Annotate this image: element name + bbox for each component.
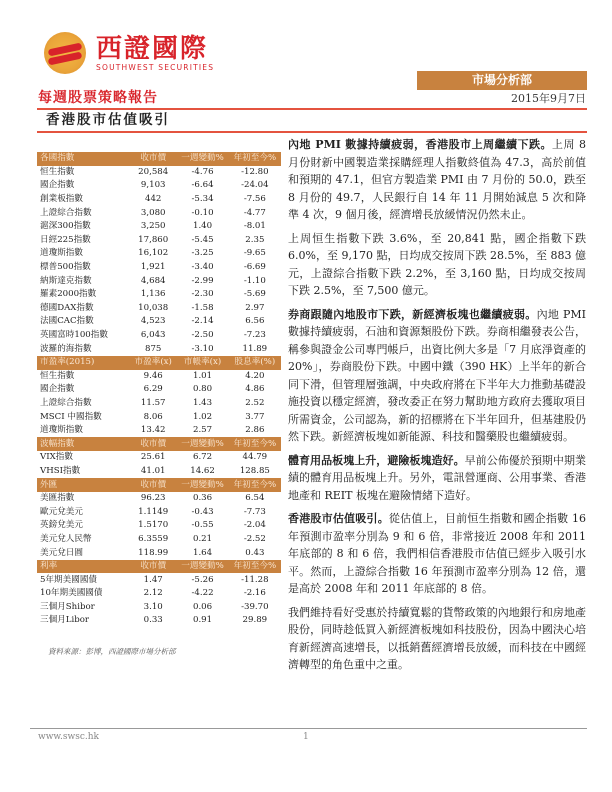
- table-cell: -7.23: [243, 330, 266, 341]
- column-header: 外匯: [37, 478, 130, 492]
- table-cell: 滬深300指數: [40, 221, 91, 232]
- column-header: 市盈率(2015): [37, 356, 130, 370]
- table-cell: -5.45: [191, 234, 214, 245]
- paragraph-text: 上周 8 月份財新中國製造業採購經理人指數終值為 47.3，高於前值和預期的 47.1，但官方製造業 PMI 由 7 月份的 50.0，跌至 8 月份的 49.7，人民銀行自 14 年 11 月開始減息 5 次和降準 4 次，9 個月後，經濟增長放緩情況仍然未止。: [288, 138, 586, 221]
- table-cell: -12.80: [241, 166, 269, 177]
- table-cell: 9,103: [140, 180, 166, 191]
- table-cell: -5.34: [191, 194, 214, 205]
- table-cell: 2.12: [143, 588, 163, 599]
- table-cell: 3.77: [245, 411, 265, 422]
- table-row: [37, 166, 281, 180]
- table-cell: 118.99: [138, 547, 169, 558]
- page-footer: [30, 728, 587, 748]
- table-cell: -39.70: [241, 601, 269, 612]
- paragraph-text: 我們維持看好受惠於持續寬鬆的貨幣政策的內地銀行和房地產股份，同時趁低買入新經濟板塊如科技股份，因為中國決心培育新經濟高速增長，以抵銷舊經濟增長放緩，而科技在中國經濟轉型的角色重中之重。: [288, 605, 586, 671]
- table-cell: -4.77: [243, 207, 266, 218]
- table-row: [37, 288, 281, 302]
- market-data-table: [37, 152, 281, 628]
- paragraph: [288, 136, 586, 224]
- table-cell: 上證綜合指數: [40, 397, 92, 408]
- table-cell: 納斯達克指數: [40, 275, 92, 286]
- table-cell: -11.28: [241, 574, 269, 585]
- table-cell: 2.97: [245, 302, 265, 313]
- table-cell: 41.01: [140, 465, 166, 476]
- table-cell: 恒生指數: [40, 370, 75, 381]
- table-cell: 1.02: [192, 411, 213, 422]
- paragraph: [288, 510, 586, 598]
- table-row: [37, 179, 281, 193]
- table-row: [37, 261, 281, 275]
- table-row: [37, 370, 281, 384]
- table-cell: 0.21: [192, 533, 213, 544]
- table-row: [37, 465, 281, 479]
- column-header: 年初至今%: [229, 478, 281, 492]
- table-cell: 國企指數: [40, 180, 75, 191]
- column-header: 一週變動%: [176, 478, 228, 492]
- table-row: [37, 492, 281, 506]
- table-row: [37, 329, 281, 343]
- table-cell: MSCI 中國指數: [40, 411, 102, 422]
- table-cell: 4.86: [245, 384, 265, 395]
- table-cell: 6.29: [143, 384, 163, 395]
- table-row: [37, 546, 281, 560]
- table-cell: -2.16: [243, 588, 266, 599]
- table-cell: 法國CAC指數: [40, 316, 94, 327]
- table-cell: -2.99: [191, 275, 214, 286]
- column-header: 市帳率(x): [176, 356, 228, 370]
- table-row: [37, 451, 281, 465]
- table-cell: 2.35: [245, 234, 265, 245]
- table-cell: 13.42: [140, 425, 166, 436]
- table-cell: 96.23: [140, 493, 166, 504]
- table-cell: 1,921: [140, 262, 166, 273]
- page-title: 香港股市估值吸引: [46, 112, 170, 128]
- table-cell: 上證綜合指數: [40, 207, 92, 218]
- paragraph-text: 內地 PMI 數據持續疲弱，石油和資源類股份下跌。券商相繼發表公告，稱參與證金公司專門帳戶，出資比例大多是「7 月底淨資產的 20%」，券商股份下跌。中國中鐵（390 HK）上半年的新合同下滑，但管理層強調，中央政府將在下半年大力推動基礎設施投資以穩定經濟，發改委正在努力幫助地方政府去獲取項目所需資金，公司認為，新的招標將在下半年回升，但基建股仍然下跌。新經濟板塊如新能源、科技和醫藥股也繼續疲弱。: [288, 307, 586, 443]
- paragraph-lead: 內地 PMI 數據持續疲弱，香港股市上周繼續下跌。: [288, 138, 553, 151]
- table-row: [37, 342, 281, 356]
- table-row: [37, 614, 281, 628]
- table-cell: 25.61: [140, 452, 166, 463]
- table-row: [37, 234, 281, 248]
- table-cell: -6.64: [191, 180, 214, 191]
- table-cell: -7.56: [243, 194, 266, 205]
- table-cell: 10年期美國國債: [40, 588, 103, 599]
- table-cell: 3,080: [140, 207, 166, 218]
- table-cell: 29.89: [242, 615, 268, 626]
- column-header: 收市價: [130, 560, 176, 574]
- table-cell: -7.73: [243, 506, 266, 517]
- table-cell: 道瓊斯指數: [40, 425, 83, 436]
- table-cell: 11.57: [140, 397, 166, 408]
- table-row: [37, 519, 281, 533]
- table-cell: -2.30: [191, 289, 214, 300]
- paragraph-text: 上周恒生指數下跌 3.6%，至 20,841 點，國企指數下跌 6.0%，至 9,170 點，日均成交按周下跌 28.5%，至 883 億元，上證綜合指數下跌 2.2%，至 3,160 點，日均成交按周下跌 2.5%，至 7,500 億元。: [288, 231, 586, 297]
- table-cell: 日經225指數: [40, 234, 91, 245]
- table-cell: 0.36: [192, 493, 213, 504]
- commentary: [288, 136, 586, 680]
- paragraph-lead: 香港股市估值吸引。: [288, 512, 389, 525]
- table-cell: 442: [145, 194, 162, 205]
- table-cell: 美元兌日圓: [40, 547, 83, 558]
- table-cell: 1.43: [192, 397, 213, 408]
- department-banner: 市場分析部: [417, 71, 587, 90]
- table-cell: 歐元兌美元: [40, 506, 83, 517]
- table-row: [37, 315, 281, 329]
- table-cell: 1.5170: [138, 520, 169, 531]
- logo-chinese-name: 西證國際: [96, 33, 209, 64]
- table-cell: 17,860: [138, 234, 169, 245]
- table-row: [37, 206, 281, 220]
- table-row: [37, 193, 281, 207]
- column-header: 一週變動%: [176, 560, 228, 574]
- table-source: 資料來源：彭博，西證國際市場分析部: [48, 647, 176, 656]
- column-header: 收市價: [130, 152, 176, 166]
- table-cell: 1,136: [140, 289, 166, 300]
- page-number: 1: [303, 732, 309, 742]
- report-date: 2015年9月7日: [511, 92, 586, 105]
- paragraph-text: 從估值上，目前恒生指數和國企指數 16 年預測市盈率分別為 9 和 6 倍，非常接近 2008 年和 2011 年底部的 8 和 6 倍，我們相信香港股市估值已經步入吸引水平。然而，上證綜合指數 16 年預測市盈率分別為 12 倍，還是高於 2008 年和 2011 年底部的 8 倍。: [288, 512, 586, 595]
- table-cell: -24.04: [241, 180, 269, 191]
- table-cell: 恒生指數: [40, 166, 75, 177]
- table-cell: 128.85: [239, 465, 270, 476]
- table-row: [37, 587, 281, 601]
- column-header: 利率: [37, 560, 130, 574]
- table-cell: 44.79: [242, 452, 268, 463]
- table-cell: 4.20: [245, 370, 265, 381]
- column-header: 一週變動%: [176, 152, 228, 166]
- table-cell: -9.65: [243, 248, 266, 259]
- column-header: 年初至今%: [229, 437, 281, 451]
- table-row: [37, 505, 281, 519]
- table-cell: 三個月Shibor: [40, 601, 95, 612]
- header-divider: [37, 108, 587, 110]
- table-cell: 標普500指數: [40, 262, 91, 273]
- table-row: [37, 397, 281, 411]
- table-cell: 8.06: [143, 411, 163, 422]
- paragraph-text: 早前公佈優於預期中期業績的體育用品板塊上升。另外，電訊營運商、公用事業、香港地產和 REIT 板塊在避險情緒下造好。: [288, 453, 587, 502]
- table-row: [37, 302, 281, 316]
- table-cell: 2.52: [245, 397, 265, 408]
- table-cell: -2.04: [243, 520, 266, 531]
- table-row: [37, 383, 281, 397]
- column-header: 股息率(%): [229, 356, 281, 370]
- column-header: 收市價: [130, 478, 176, 492]
- table-cell: 0.33: [143, 615, 163, 626]
- table-section-header: [37, 152, 281, 166]
- table-row: [37, 220, 281, 234]
- table-cell: 3.10: [143, 601, 163, 612]
- table-cell: 6,043: [140, 330, 166, 341]
- table-cell: 6.54: [245, 493, 265, 504]
- table-cell: 國企指數: [40, 384, 75, 395]
- table-cell: 1.40: [192, 221, 213, 232]
- table-cell: -3.25: [191, 248, 214, 259]
- logo-mark-icon: [44, 32, 86, 74]
- table-cell: 4,684: [140, 275, 166, 286]
- table-cell: -3.10: [191, 343, 214, 354]
- column-header: 一週變動%: [176, 437, 228, 451]
- table-cell: 波羅的海指數: [40, 343, 92, 354]
- table-row: [37, 410, 281, 424]
- table-cell: -1.10: [243, 275, 266, 286]
- table-cell: -0.10: [191, 207, 214, 218]
- table-cell: 5年期美國國債: [40, 574, 98, 585]
- table-cell: -2.14: [191, 316, 214, 327]
- paragraph: [288, 306, 586, 446]
- table-cell: -0.55: [191, 520, 214, 531]
- table-cell: -2.52: [243, 533, 266, 544]
- table-cell: 創業板指數: [40, 194, 83, 205]
- table-cell: 875: [145, 343, 162, 354]
- column-header: 年初至今%: [229, 152, 281, 166]
- table-cell: 6.3559: [138, 533, 169, 544]
- table-cell: -4.22: [191, 588, 214, 599]
- table-cell: 10,038: [138, 302, 169, 313]
- table-row: [37, 424, 281, 438]
- table-cell: 2.86: [245, 425, 265, 436]
- table-cell: -0.43: [191, 506, 214, 517]
- table-cell: 11.89: [242, 343, 268, 354]
- table-cell: 德國DAX指數: [40, 302, 94, 313]
- table-row: [37, 573, 281, 587]
- logo-english-name: SOUTHWEST SECURITIES: [96, 62, 215, 72]
- paragraph: [288, 604, 586, 674]
- table-cell: 0.43: [245, 547, 265, 558]
- table-cell: 0.06: [192, 601, 213, 612]
- table-cell: 2.57: [192, 425, 213, 436]
- table-cell: 6.72: [192, 452, 213, 463]
- table-cell: -4.76: [191, 166, 214, 177]
- table-cell: VHSI指數: [40, 465, 81, 476]
- column-header: 波幅指數: [37, 437, 130, 451]
- table-cell: 英國富時100指數: [40, 330, 108, 341]
- table-cell: 道瓊斯指數: [40, 248, 83, 259]
- column-header: 年初至今%: [229, 560, 281, 574]
- table-cell: 1.1149: [138, 506, 169, 517]
- table-cell: -2.50: [191, 330, 214, 341]
- footer-website: www.swsc.hk: [38, 732, 99, 742]
- table-row: [37, 247, 281, 261]
- column-header: 各國指數: [37, 152, 130, 166]
- table-cell: 0.91: [192, 615, 213, 626]
- table-cell: 16,102: [138, 248, 169, 259]
- column-header: 收市價: [130, 437, 176, 451]
- table-section-header: [37, 437, 281, 451]
- paragraph: [288, 230, 586, 300]
- table-cell: -5.26: [191, 574, 214, 585]
- table-cell: 羅素2000指數: [40, 289, 97, 300]
- column-header: 市盈率(x): [130, 356, 176, 370]
- table-cell: 0.80: [192, 384, 213, 395]
- table-cell: 1.64: [192, 547, 213, 558]
- table-section-header: [37, 478, 281, 492]
- table-cell: -6.69: [243, 262, 266, 273]
- table-cell: 9.46: [143, 370, 163, 381]
- table-row: [37, 533, 281, 547]
- table-cell: 6.56: [245, 316, 265, 327]
- table-cell: VIX指數: [40, 452, 73, 463]
- table-cell: 4,523: [140, 316, 166, 327]
- table-cell: 1.01: [192, 370, 213, 381]
- footer-divider: [30, 728, 587, 729]
- company-logo: [44, 32, 214, 74]
- table-section-header: [37, 356, 281, 370]
- table-cell: -3.40: [191, 262, 214, 273]
- table-cell: -1.58: [191, 302, 214, 313]
- paragraph-lead: 體育用品板塊上升，避險板塊造好。: [288, 453, 465, 467]
- table-cell: -8.01: [243, 221, 266, 232]
- title-divider: [37, 131, 587, 133]
- table-cell: 英鎊兌美元: [40, 520, 83, 531]
- table-section-header: [37, 560, 281, 574]
- table-row: [37, 274, 281, 288]
- table-cell: -5.69: [243, 289, 266, 300]
- table-cell: 美元兌人民幣: [40, 533, 92, 544]
- report-title: 每週股票策略報告: [38, 90, 158, 106]
- table-cell: 20,584: [138, 166, 169, 177]
- table-cell: 3,250: [140, 221, 166, 232]
- table-cell: 美匯指數: [40, 493, 75, 504]
- table-cell: 14.62: [190, 465, 215, 476]
- paragraph: [288, 452, 586, 505]
- table-cell: 1.47: [143, 574, 163, 585]
- table-row: [37, 601, 281, 615]
- paragraph-lead: 券商跟隨內地股市下跌，新經濟板塊也繼續疲弱。: [288, 307, 537, 321]
- table-cell: 三個月Libor: [40, 615, 90, 626]
